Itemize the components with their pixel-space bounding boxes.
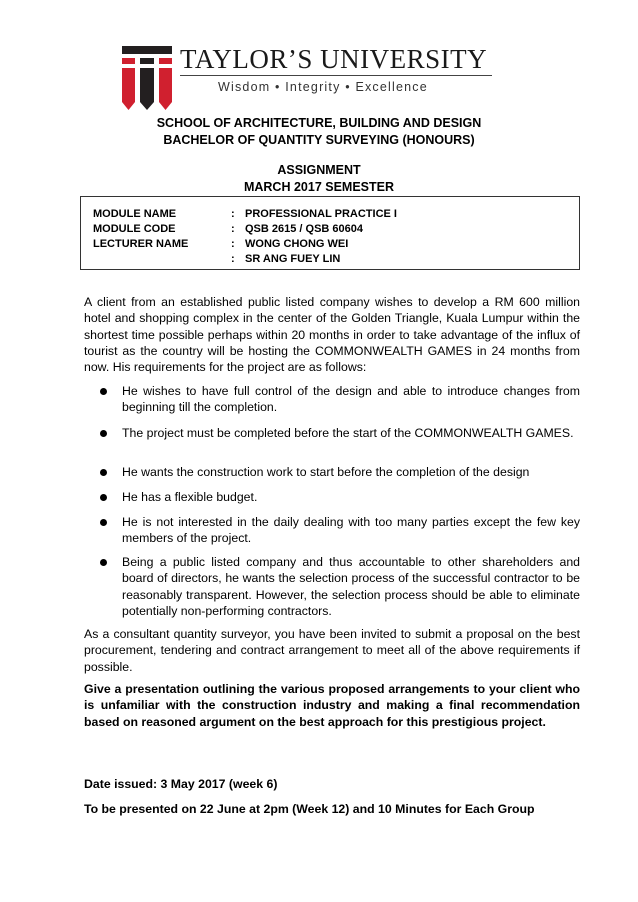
taylors-crest-icon [122,44,172,110]
university-tagline: Wisdom • Integrity • Excellence [218,80,428,94]
intro-paragraph: A client from an established public listed company wishes to develop a RM 600 million hotel and shopping complex in the center of the Golden Triangle, Kuala Lumpur within the shortest time possible perhaps within 20 months in order to take advantage of the influx of tourist as the country will be hosting the COMMONWEALTH GAMES in 24 months from now. His requirements for the project are as follows: [84,295,580,375]
module-info-box: MODULE NAME : PROFESSIONAL PRACTICE I MODULE CODE : QSB 2615 / QSB 60604 LECTURER NAME : WONG CHONG WEI : SR ANG FUEY LIN [80,196,580,270]
programme-name: BACHELOR OF QUANTITY SURVEYING (HONOURS) [163,133,475,147]
school-name: SCHOOL OF ARCHITECTURE, BUILDING AND DESIGN [156,116,482,130]
university-name: TAYLOR’S UNIVERSITY [180,44,488,74]
bullet-icon [100,469,107,476]
bullet-icon [100,430,107,437]
bullet-icon [100,559,107,566]
university-logo [122,44,492,114]
task-paragraph: Give a presentation outlining the various proposed arrangements to your client who is unfamiliar with the construction industry and making a final recommendation based on reasoned argument on the best approach for this prestigious project. [84,682,580,729]
logo-divider [180,75,492,76]
consultant-paragraph: As a consultant quantity surveyor, you have been invited to submit a proposal on the best procurement, tendering and contract arrangement to meet all of the above requirements if possible. [84,627,580,674]
bullet-icon [100,519,107,526]
presentation-date: To be presented on 22 June at 2pm (Week 12) and 10 Minutes for Each Group [84,802,535,816]
date-issued: Date issued: 3 May 2017 (week 6) [84,777,278,791]
document-type: ASSIGNMENT [277,163,361,177]
bullet-icon [100,388,107,395]
bullet-icon [100,494,107,501]
semester: MARCH 2017 SEMESTER [243,180,395,194]
assignment-page: TAYLOR’S UNIVERSITY Wisdom • Integrity • Excellence SCHOOL OF ARCHITECTURE, BUILDING AND DESIGN BACHELOR OF QUANTITY SURVEYING (HONOURS) ASSIGNMENT MARCH 2017 SEMESTER MODULE NAME : PROFESSIONAL PRACTICE I MODULE CODE : QSB 2615 / QSB 60604 LECTURER NAME : WONG CHONG WEI : SR ANG FUEY LIN A client from an established public listed company wishes to develop a RM 600 million hotel and shopping complex in the center of the Golden Triangle, Kuala Lumpur within the shortest time possible perhaps within 20 months in order to take advantage of the influx of tourist as the country will be hosting the COMMONWEALTH GAMES in 24 months from now. His requirements for the project are as follows: He wishes to have full control of the design and able to introduce changes from beginning till the completion. The project must be completed before the start of the COMMONWEALTH GAMES. He wants the construction work to start before the completion of the design He has a flexible budget. He is not interested in the daily dealing with too many parties except the few key members of the project. Being a public listed company and thus accountable to other shareholders and board of directors, he wants the selection process of the successful contractor to be reasonably transparent. However, the selection process should be able to eliminate potentially non-performing contractors. As a consultant quantity surveyor, you have been invited to submit a proposal on the best procurement, tendering and contract arrangement to meet all of the above requirements if possible. Give a presentation outlining the various proposed arrangements to your client who is unfamiliar with the construction industry and making a final recommendation based on reasoned argument on the best approach for this prestigious project. Date issued: 3 May 2017 (week 6) To be presented on 22 June at 2pm (Week 12) and 10 Minutes for Each Group [0,0,638,902]
